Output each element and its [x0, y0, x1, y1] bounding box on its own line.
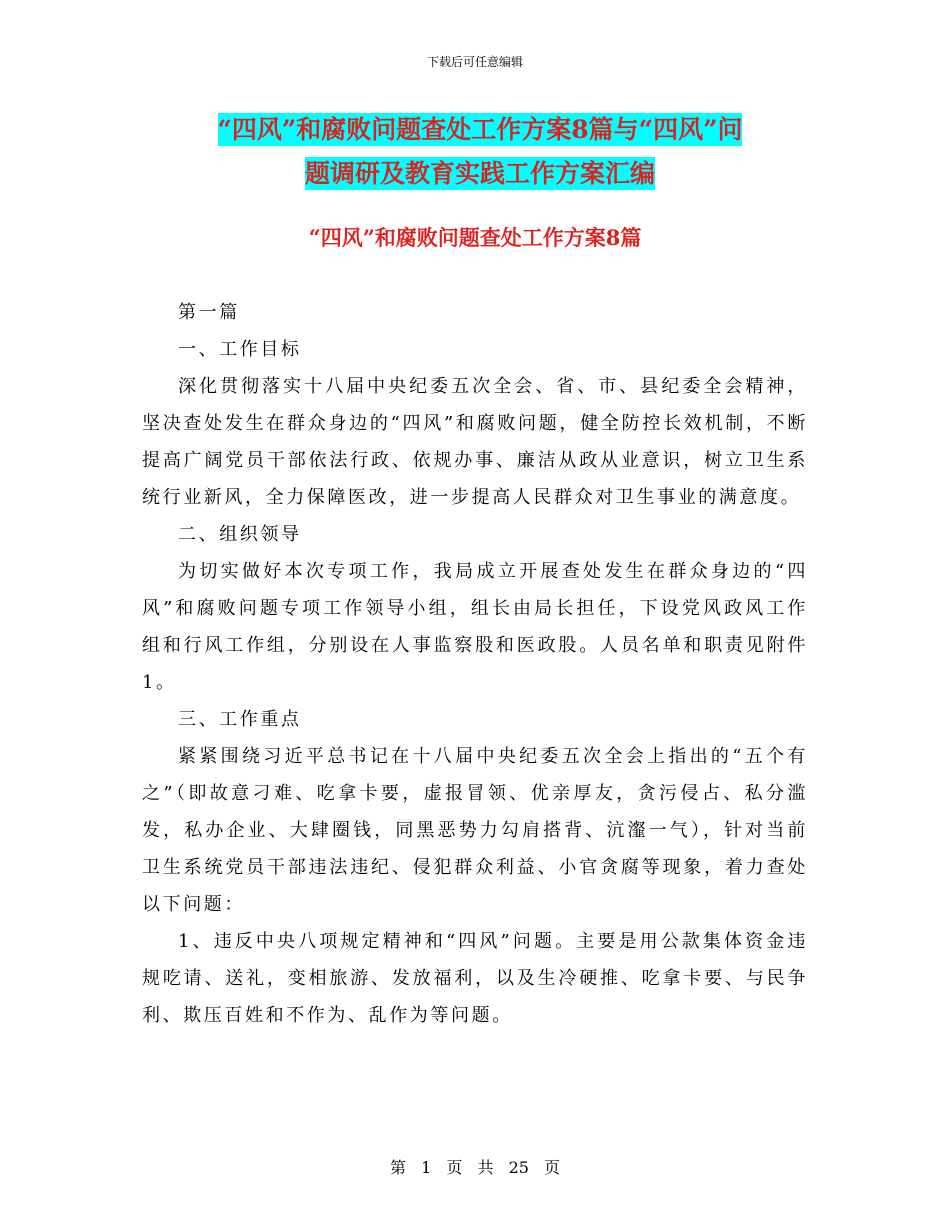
page-header: 下载后可任意编辑 — [426, 55, 523, 69]
document-title — [140, 108, 820, 196]
footer-ye: 页 — [446, 1158, 463, 1177]
footer-gong: 共 — [477, 1158, 494, 1177]
title-line-2: 题调研及教育实践工作方案汇编 — [304, 159, 655, 188]
heading-focus: 三、工作重点 — [178, 709, 302, 730]
section-title: “四风”和腐败问题查处工作方案8篇 — [308, 225, 642, 250]
heading-goals: 一、工作目标 — [178, 339, 302, 360]
paragraph-goals: 深化贯彻落实十八届中央纪委五次全会、省、市、县纪委全会精神，坚决查处发生在群众身边的“四风”和腐败问题，健全防控长效机制，不断提高广阔党员干部依法行政、依规办事、廉洁从政从业意识，树立卫生系统行业新风，全力保障医改，进一步提高人民群众对卫生事业的满意度。 — [142, 376, 808, 508]
document-body — [142, 294, 808, 1034]
paragraph-item-1: 1、违反中央八项规定精神和“四风”问题。主要是用公款集体资金违规吃请、送礼，变相旅游、发放福利，以及生冷硬推、吃拿卡要、与民争利、欺压百姓和不作为、乱作为等问题。 — [142, 931, 809, 1026]
title-line-1: “四风”和腐败问题查处工作方案8篇与“四风”问 — [217, 115, 743, 144]
footer-ye-2: 页 — [544, 1158, 561, 1177]
footer-total-pages: 25 — [508, 1158, 529, 1177]
page-footer — [0, 1155, 950, 1178]
paragraph-part-label: 第一篇 — [178, 302, 240, 323]
footer-di: 第 — [389, 1158, 406, 1177]
paragraph-leadership: 为切实做好本次专项工作，我局成立开展查处发生在群众身边的“四风”和腐败问题专项工作领导小组，组长由局长担任，下设党风政风工作组和行风工作组，分别设在人事监察股和医政股。人员名单和职责见附件1。 — [142, 561, 808, 693]
paragraph-focus: 紧紧围绕习近平总书记在十八届中央纪委五次全会上指出的“五个有之”（即故意刁难、吃拿卡要，虚报冒领、优亲厚友，贪污侵占、私分滥发，私办企业、大肆圈钱，同黑恶势力勾肩搭背、沆瀣一气），针对当前卫生系统党员干部违法违纪、侵犯群众利益、小官贪腐等现象，着力查处以下问题： — [142, 746, 808, 915]
footer-page-number: 1 — [421, 1158, 432, 1177]
heading-leadership: 二、组织领导 — [178, 524, 302, 545]
